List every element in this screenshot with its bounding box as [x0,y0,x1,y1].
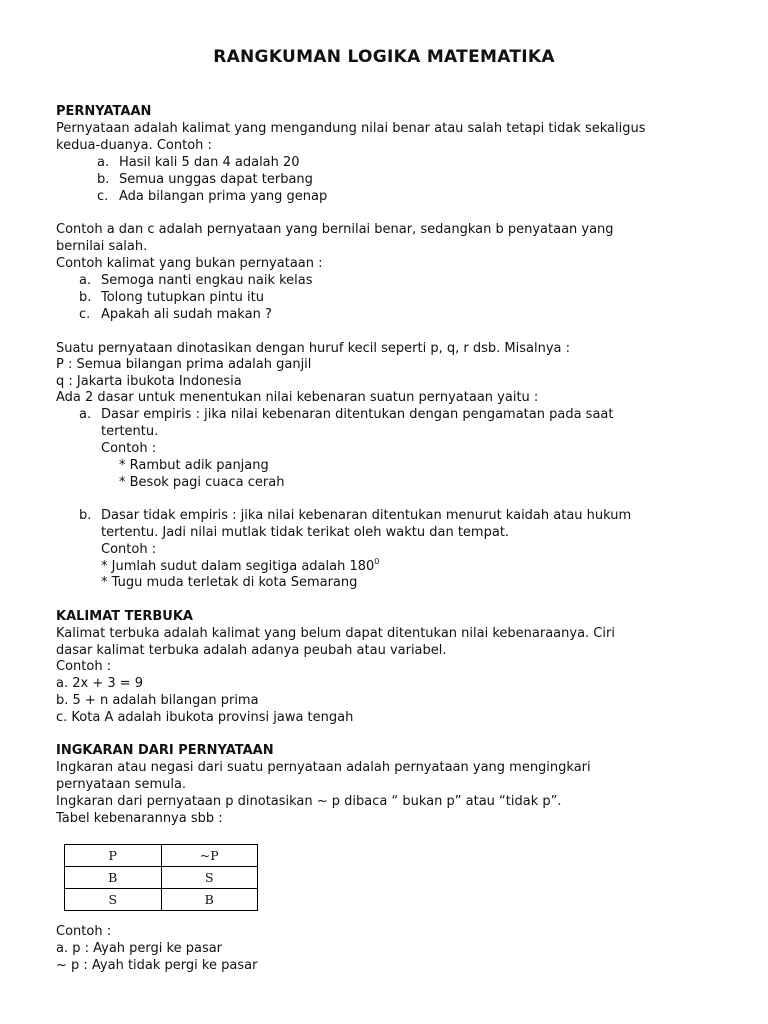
list-item: Tolong tutupkan pintu itu [101,290,264,305]
list-item: Semua unggas dapat terbang [119,172,313,187]
list-item-continuation: tertentu. [101,424,159,439]
paragraph-line: dasar kalimat terbuka adalah adanya peubah atau variabel. [56,643,447,658]
list-marker: c. [97,189,109,204]
list-marker: a. [79,273,92,288]
table-header-cell: ~P [161,845,258,867]
paragraph-line: Pernyataan adalah kalimat yang mengandung nilai benar atau salah tetapi tidak sekaligus [56,121,646,136]
table-row [65,889,258,911]
table-row [65,867,258,889]
list-item: Apakah ali sudah makan ? [101,307,272,322]
table-header-row [65,845,258,867]
list-marker: a. [79,407,92,422]
table-header-cell: P [65,845,162,867]
paragraph-line: Contoh kalimat yang bukan pernyataan : [56,256,323,271]
example-item: a. 2x + 3 = 9 [56,676,144,691]
list-item: Hasil kali 5 dan 4 adalah 20 [119,155,300,170]
example-item: a. p : Ayah pergi ke pasar [56,941,223,956]
table-cell: S [65,889,162,911]
paragraph-line: Kalimat terbuka adalah kalimat yang belum dapat ditentukan nilai kebenaraanya. Ciri [56,626,615,641]
list-item: Dasar empiris : jika nilai kebenaran ditentukan dengan pengamatan pada saat [101,407,614,422]
example-item: ~ p : Ayah tidak pergi ke pasar [56,958,258,973]
degree-superscript: 0 [374,557,380,566]
page-title: RANGKUMAN LOGIKA MATEMATIKA [213,47,555,67]
example-item: b. 5 + n adalah bilangan prima [56,693,259,708]
example-item: * Tugu muda terletak di kota Semarang [101,575,358,590]
paragraph-line: Suatu pernyataan dinotasikan dengan huruf kecil seperti p, q, r dsb. Misalnya : [56,341,571,356]
truth-table [64,844,258,911]
list-marker: a. [97,155,110,170]
contoh-label: Contoh : [101,441,157,456]
list-marker: b. [79,508,92,523]
paragraph-line: Ada 2 dasar untuk menentukan nilai kebenaran suatun pernyataan yaitu : [56,390,539,405]
example-item: * Rambut adik panjang [119,458,269,473]
paragraph-line: pernyataan semula. [56,777,187,792]
list-item: Dasar tidak empiris : jika nilai kebenaran ditentukan menurut kaidah atau hukum [101,508,632,523]
list-marker: b. [79,290,92,305]
example-item: c. Kota A adalah ibukota provinsi jawa tengah [56,710,354,725]
example-item: * Besok pagi cuaca cerah [119,475,285,490]
list-item-continuation: tertentu. Jadi nilai mutlak tidak terikat oleh waktu dan tempat. [101,525,510,540]
paragraph-line: kedua-duanya. Contoh : [56,138,212,153]
paragraph-line: bernilai salah. [56,239,148,254]
paragraph-line: q : Jakarta ibukota Indonesia [56,374,242,389]
section-heading-pernyataan: PERNYATAAN [56,104,152,119]
paragraph-line: Contoh a dan c adalah pernyataan yang bernilai benar, sedangkan b penyataan yang [56,222,614,237]
paragraph-line: Ingkaran dari pernyataan p dinotasikan ~ p dibaca “ bukan p” atau “tidak p”. [56,794,562,809]
contoh-label: Contoh : [101,542,157,557]
section-heading-ingkaran: INGKARAN DARI PERNYATAAN [56,743,274,758]
example-item [101,558,379,575]
table-cell: S [161,867,258,889]
table-cell: B [161,889,258,911]
contoh-label: Contoh : [56,659,112,674]
example-text: * Jumlah sudut dalam segitiga adalah 180 [101,559,375,574]
list-item: Semoga nanti engkau naik kelas [101,273,313,288]
section-heading-kalimat-terbuka: KALIMAT TERBUKA [56,609,193,624]
contoh-label: Contoh : [56,924,112,939]
table-cell: B [65,867,162,889]
paragraph-line: P : Semua bilangan prima adalah ganjil [56,357,312,372]
paragraph-line: Ingkaran atau negasi dari suatu pernyataan adalah pernyataan yang mengingkari [56,760,591,775]
list-item: Ada bilangan prima yang genap [119,189,328,204]
list-marker: b. [97,172,110,187]
paragraph-line: Tabel kebenarannya sbb : [56,811,223,826]
list-marker: c. [79,307,91,322]
